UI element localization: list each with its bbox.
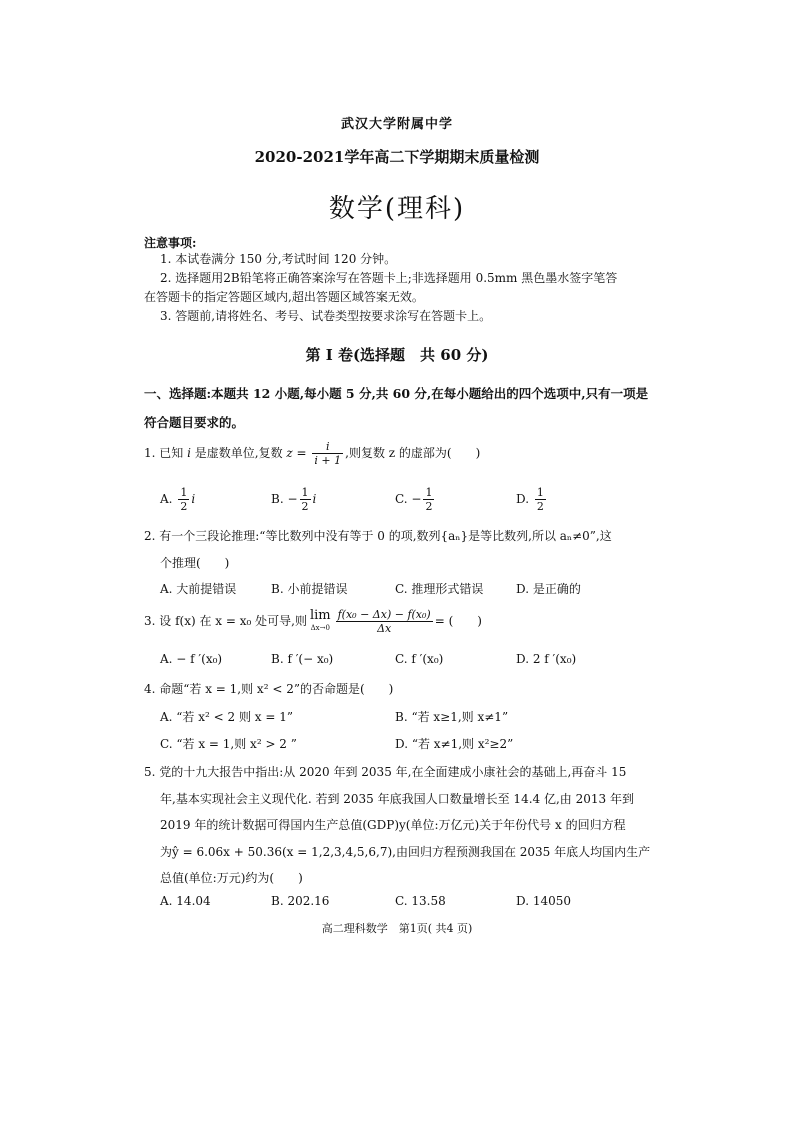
q4-option-a: A. “若 x² < 2 则 x = 1” bbox=[160, 710, 293, 724]
question-2-stem: 2. 有一个三段论推理:“等比数列中没有等于 0 的项,数列{aₙ}是等比数列,所以 aₙ≠0”,这 bbox=[144, 529, 612, 543]
school-name: 武汉大学附属中学 bbox=[340, 117, 453, 132]
q1-text-post: ,则复数 z 的虚部为( ) bbox=[345, 446, 481, 460]
q1-var-z: z bbox=[286, 446, 293, 460]
question-5-stem-l3: 2019 年的统计数据可得国内生产总值(GDP)y(单位:万亿元)关于年份代号 x 的回归方程 bbox=[160, 818, 626, 832]
q1-option-b-sign: − bbox=[287, 492, 298, 506]
q2-option-d: D. 是正确的 bbox=[516, 582, 581, 596]
question-4-stem: 4. 命题“若 x = 1,则 x² < 2”的否命题是( ) bbox=[144, 682, 394, 696]
q1-fraction-num: i bbox=[312, 440, 343, 454]
q3-option-a: A. − f ′(x₀) bbox=[160, 652, 223, 666]
q2-option-c: C. 推理形式错误 bbox=[395, 582, 484, 596]
q3-option-b: B. f ′(− x₀) bbox=[271, 652, 334, 666]
q1-option-a-num: 1 bbox=[180, 486, 188, 499]
notice-item-3: 3. 答题前,请将姓名、考号、试卷类型按要求涂写在答题卡上。 bbox=[160, 309, 492, 323]
q1-option-b-den: 2 bbox=[301, 500, 309, 513]
q1-option-c-num: 1 bbox=[425, 486, 433, 499]
q1-option-d-fraction bbox=[535, 486, 546, 513]
q3-option-d: D. 2 f ′(x₀) bbox=[516, 652, 577, 666]
q5-option-c: C. 13.58 bbox=[395, 894, 446, 908]
q2-option-b: B. 小前提错误 bbox=[271, 582, 348, 596]
notice-item-1: 1. 本试卷满分 150 分,考试时间 120 分钟。 bbox=[160, 252, 397, 266]
q4-option-c: C. “若 x = 1,则 x² > 2 ” bbox=[160, 737, 297, 751]
q1-option-d bbox=[516, 486, 548, 513]
q1-option-c-sign: − bbox=[411, 492, 422, 506]
subject-title: 数学(理科) bbox=[328, 194, 466, 224]
notice-item-2-cont: 在答题卡的指定答题区域内,超出答题区域答案无效。 bbox=[144, 290, 424, 304]
q3-fraction bbox=[336, 608, 433, 635]
q1-option-d-den: 2 bbox=[536, 500, 544, 513]
q3-text-post: = ( ) bbox=[434, 614, 482, 628]
q2-option-a: A. 大前提错误 bbox=[160, 582, 237, 596]
q1-option-d-label: D. bbox=[516, 492, 530, 506]
question-5-stem-l5: 总值(单位:万元)约为( ) bbox=[160, 871, 303, 885]
q1-option-b-suffix: i bbox=[312, 492, 317, 506]
q1-option-c bbox=[395, 486, 436, 513]
q1-option-b bbox=[271, 486, 316, 513]
q1-option-c-den: 2 bbox=[425, 500, 433, 513]
q4-option-b: B. “若 x≥1,则 x≠1” bbox=[395, 710, 509, 724]
q1-var-i: i bbox=[187, 446, 191, 460]
q5-option-d: D. 14050 bbox=[516, 894, 571, 908]
q3-limit-sub: Δx→0 bbox=[310, 623, 330, 632]
q1-option-c-fraction bbox=[423, 486, 434, 513]
q3-limit-word: lim bbox=[309, 607, 331, 623]
q5-option-a: A. 14.04 bbox=[160, 894, 211, 908]
page-footer: 高二理科数学 第1页( 共4 页) bbox=[321, 922, 473, 935]
q3-option-c: C. f ′(x₀) bbox=[395, 652, 444, 666]
question-3-stem bbox=[144, 608, 482, 635]
q1-equals: = bbox=[292, 446, 311, 460]
q3-text-pre: 3. 设 f(x) 在 x = x₀ 处可导,则 bbox=[144, 614, 307, 628]
q1-text-mid: 是虚数单位,复数 bbox=[190, 446, 287, 460]
exam-title: 2020-2021学年高二下学期期末质量检测 bbox=[254, 148, 540, 166]
question-5-stem: 5. 党的十九大报告中指出:从 2020 年到 2035 年,在全面建成小康社会的基础上,再奋斗 15 bbox=[144, 765, 627, 779]
notice-item-2: 2. 选择题用2B铅笔将正确答案涂写在答题卡上;非选择题用 0.5mm 黑色墨水签字笔答 bbox=[160, 271, 618, 285]
q3-fraction-den: Δx bbox=[377, 622, 392, 635]
question-5-stem-l2: 年,基本实现社会主义现代化. 若到 2035 年底我国人口数量增长至 14.4 亿,由 2013 年到 bbox=[160, 792, 634, 806]
question-2-stem-cont: 个推理( ) bbox=[160, 556, 230, 570]
q3-limit bbox=[309, 607, 331, 634]
q1-option-a-suffix: i bbox=[191, 492, 196, 506]
q1-option-a-fraction bbox=[178, 486, 189, 513]
q3-fraction-num: f(x₀ − Δx) − f(x₀) bbox=[337, 608, 431, 621]
section-title: 第 I 卷(选择题 共 60 分) bbox=[305, 346, 489, 364]
q1-option-b-num: 1 bbox=[301, 486, 309, 499]
q1-option-b-label: B. bbox=[271, 492, 284, 506]
q1-text-pre: 1. 已知 bbox=[144, 446, 188, 460]
q1-option-d-num: 1 bbox=[536, 486, 544, 499]
q5-option-b: B. 202.16 bbox=[271, 894, 330, 908]
question-1-stem bbox=[144, 440, 480, 467]
q1-option-a-den: 2 bbox=[180, 500, 188, 513]
q1-option-b-fraction bbox=[300, 486, 311, 513]
part-instruction-cont: 符合题目要求的。 bbox=[144, 415, 245, 430]
q1-option-a-label: A. bbox=[160, 492, 173, 506]
q1-option-c-label: C. bbox=[395, 492, 408, 506]
q4-option-d: D. “若 x≠1,则 x²≥2” bbox=[395, 737, 514, 751]
question-5-stem-l4: 为ŷ = 6.06x + 50.36(x = 1,2,3,4,5,6,7),由回归方程预测我国在 2035 年底人均国内生产 bbox=[160, 845, 651, 859]
q1-fraction-den: i + 1 bbox=[314, 454, 342, 467]
part-instruction: 一、选择题:本题共 12 小题,每小题 5 分,共 60 分,在每小题给出的四个选项中,只有一项是 bbox=[144, 386, 649, 401]
notice-title: 注意事项: bbox=[144, 236, 197, 250]
q1-fraction bbox=[312, 440, 343, 467]
q1-option-a bbox=[160, 486, 195, 513]
